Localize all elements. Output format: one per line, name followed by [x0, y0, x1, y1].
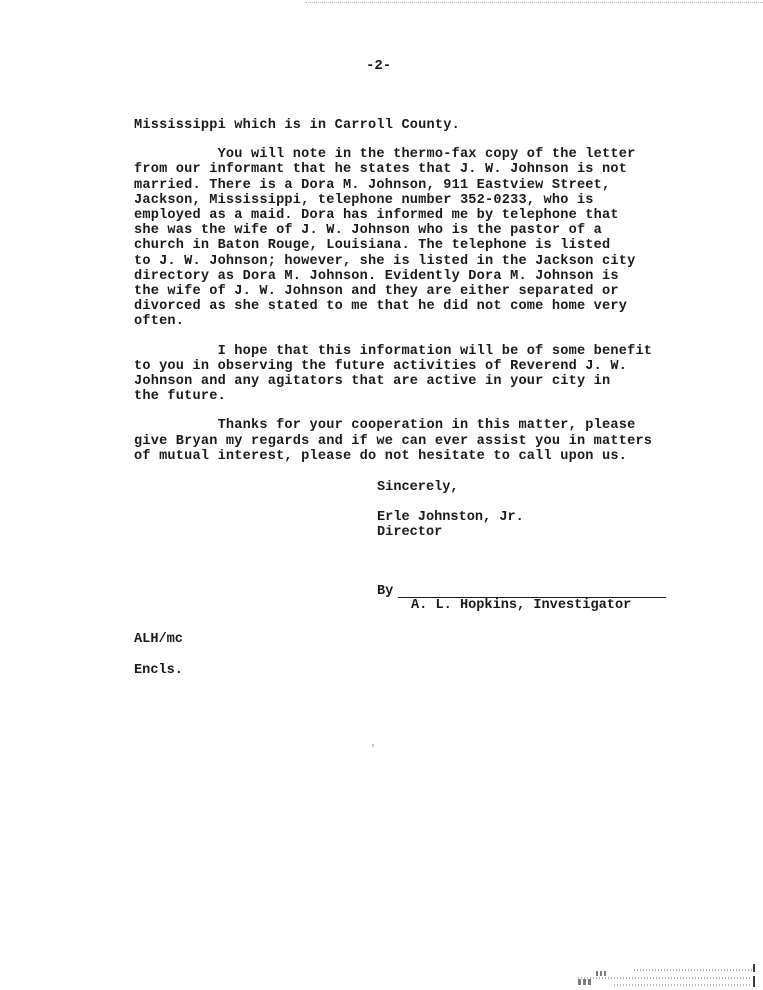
enclosures-notation: Encls. — [134, 663, 183, 678]
by-signer-name: A. L. Hopkins, Investigator — [411, 598, 632, 613]
signer-title: Director — [377, 525, 443, 541]
opening-line: Mississippi which is in Carroll County. — [134, 118, 460, 133]
signature-block — [377, 510, 524, 540]
top-edge-rule — [305, 2, 763, 3]
reference-initials: ALH/mc — [134, 632, 183, 647]
scan-speck — [372, 744, 374, 747]
page-number: -2- — [366, 58, 392, 74]
filed-stamp — [574, 962, 759, 988]
letter-body — [134, 118, 734, 478]
paragraph-information-benefit: I hope that this information will be of some benefit to you in observing the future activities of Reverend J. W. Johnson and any agitators that are active in your city in the future. — [134, 343, 653, 405]
by-label: By — [377, 584, 394, 599]
paragraph-thanks: Thanks for your cooperation in this matter, please give Bryan my regards and if we can ever assist you in matters of mutual interest, please do not hesitate to call upon us. — [134, 418, 653, 464]
complimentary-close: Sincerely, — [377, 480, 459, 495]
paragraph-thermofax-copy: You will note in the thermo-fax copy of the letter from our informant that he states that J. W. Johnson is not married. There is a Dora M. Johnson, 911 Eastview Street, Jackson, Mississippi, telephone number 352-0233, who is employed as a maid. Dora has informed me by telephone that she was the wife of J. W. Johnson who is the pastor of a church in Baton Rouge, Louisiana. The telephone is listed to J. W. Johnson; however, she is listed in the Jackson city directory as Dora M. Johnson. Evidently Dora M. Johnson is the wife of J. W. Johnson and they are either separated or divorced as she stated to me that he did not come home very often. — [134, 147, 636, 330]
signer-name: Erle Johnston, Jr. — [377, 510, 524, 525]
